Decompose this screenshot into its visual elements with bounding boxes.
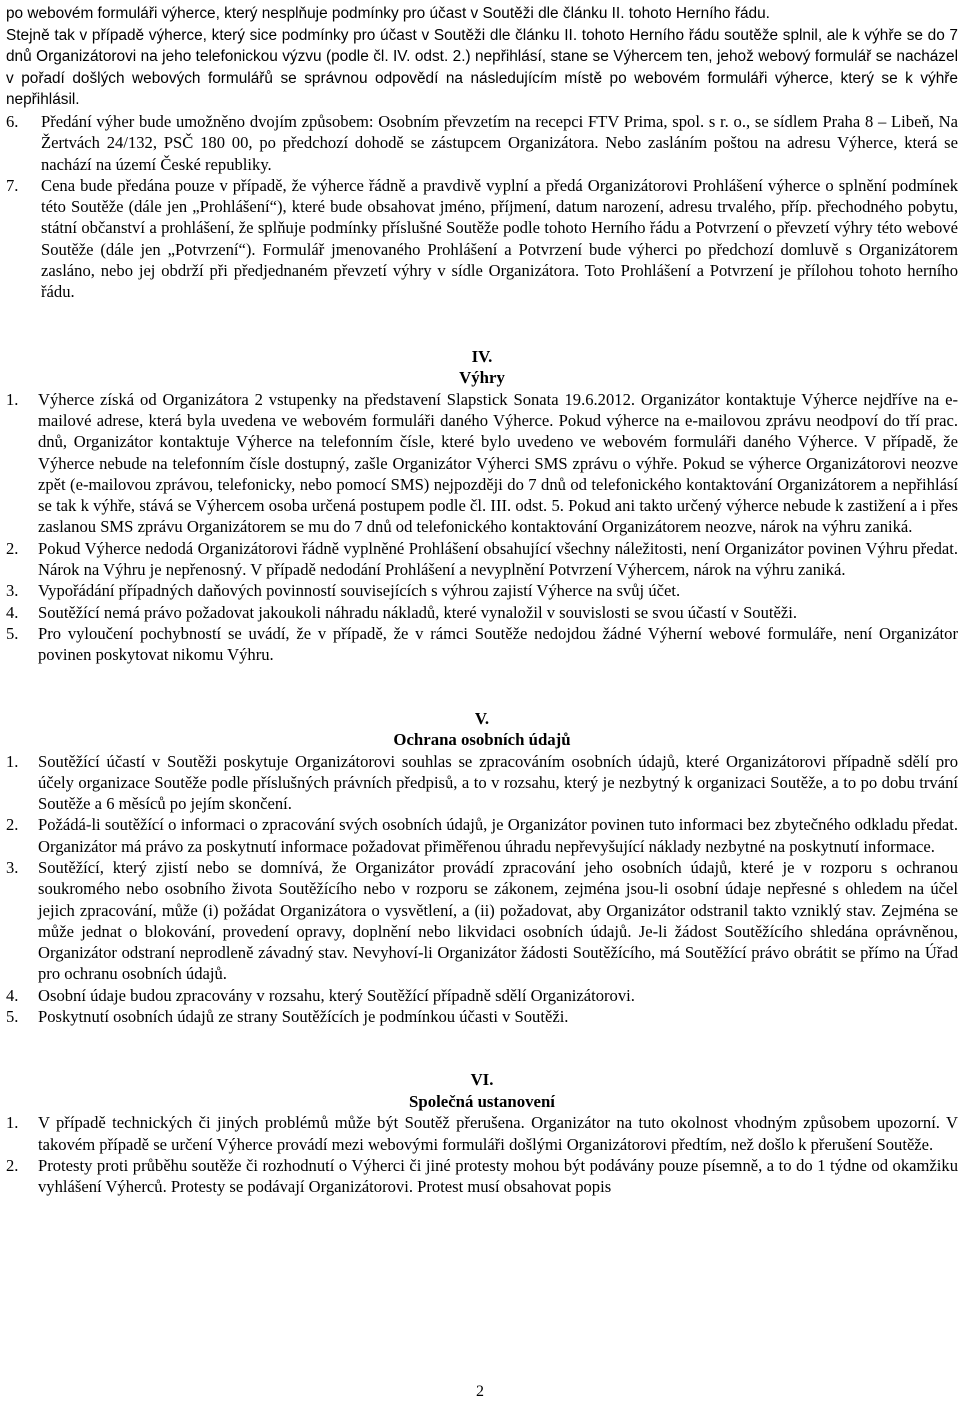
item-text: Pokud Výherce nedodá Organizátorovi řádně vyplněné Prohlášení obsahující všechny náležitosti, není Organizátor povinen Výhru předat. Nárok na Výhru je nepřenosný. V případě nedodání Prohlášení a nevyplnění Potvrzení Výhercem, nárok na výhru zaniká.: [38, 538, 958, 580]
item-number: 5.: [6, 623, 19, 643]
item-number: 2.: [6, 538, 19, 558]
section-number: IV.: [471, 346, 493, 366]
article-5-list: [6, 751, 958, 1028]
item-number: 7.: [6, 175, 19, 195]
page-number: 2: [476, 1383, 484, 1400]
item-text: Poskytnutí osobních údajů ze strany Soutěžících je podmínkou účasti v Soutěži.: [38, 1007, 569, 1027]
item-text: Výherce získá od Organizátora 2 vstupenky na představení Slapstick Sonata 19.6.2012. Organizátor kontaktuje Výherce nejdříve na e-mailové adrese, která byla uvedena ve webovém formuláři daného Výherce. Pokud výherce na e-mailovou zprávu neodpoví do tří prac. dnů, Organizátor kontaktuje Výherce na telefonním čísle, které bylo uvedeno ve webovém formuláři daného Výherce. V případě, že Výherce nebude na telefonním čísle dostupný, zašle Organizátor Výherci SMS zprávu o výhře. Pokud se výherce Organizátorovi neozve zpět (e-mailovou zprávou, telefonicky, nebo pomocí SMS) nejpozději do 7 dnů od telefonického kontaktování Organizátorem a nepřihlásí se tak k výhře, stává se Výhercem osoba určená postupem podle čl. III. odst. 5. Pokud ani takto určený výherce nebude k zastižení a i přes zaslanou SMS zprávu Organizátorem se mu do 7 dnů od telefonického kontaktování Organizátorem neozve, nárok na výhru zaniká.: [38, 389, 958, 537]
item-text: Cena bude předána pouze v případě, že výherce řádně a pravdivě vyplní a předá Organizátorovi Prohlášení výherce o splnění podmínek této Soutěže (dále jen „Prohlášení“), které bude obsahovat jméno, příjmení, datum narození, adresu trvalého, příp. přechodného pobytu, státní občanství a prohlášení, že splňuje podmínky příslušné Soutěže podle tohoto Herního řádu a Potvrzení o převzetí výhry této webové Soutěže (dále jen „Potvrzení“). Formulář jmenovaného Prohlášení a Potvrzení bude výherci po předchozí domluvě s Organizátorem zasláno, nebo jej obdrží při předjednaném převzetí výhry v sídle Organizátora. Toto Prohlášení a Potvrzení je přílohou tohoto herního řádu.: [41, 175, 958, 302]
item-number: 2.: [6, 815, 19, 835]
section-heading-vi: [6, 1069, 958, 1112]
list-item: [6, 175, 958, 303]
item-number: 2.: [6, 1155, 19, 1175]
item-number: 3.: [6, 857, 19, 877]
list-item: [6, 602, 958, 623]
item-text: Osobní údaje budou zpracovány v rozsahu, který Soutěžící případně sdělí Organizátorovi.: [38, 985, 635, 1005]
list-item: [6, 1112, 958, 1155]
list-item: [6, 389, 958, 538]
item-text: Vypořádání případných daňových povinností souvisejících s výhrou zajistí Výherce na svůj účet.: [38, 581, 681, 601]
section-title: Výhry: [459, 368, 505, 388]
intro-paragraph: Stejně tak v případě výherce, který sice podmínky pro účast v Soutěži dle článku II. tohoto Herního řádu soutěže splnil, ale k výhře se do 7 dnů Organizátorovi na jeho telefonickou výzvu (podle čl. IV. odst. 2.) nepřihlásí, stane se Výhercem ten, jehož webový formulář se nacházel v pořadí došlých webových formulářů se správnou odpovědí na následujícím místě po webovém formuláři výherce, který se k výhře nepřihlásil.: [6, 26, 958, 109]
list-item: [6, 857, 958, 985]
item-text: Soutěžící, který zjistí nebo se domnívá, že Organizátor provádí zpracování jeho osobních údajů, které je v rozporu s ochranou soukromého nebo osobního života Soutěžícího nebo v rozporu se zákonem, zejména jsou-li osobní údaje nepřesné s ohledem na účel jejich zpracování, může (i) požádat Organizátora o vysvětlení, a (ii) požadovat, aby Organizátor odstranil takto vzniklý stav. Zejména se může jednat o blokování, provedení opravy, doplnění nebo likvidaci osobních údajů. Je-li žádost Soutěžícího shledána oprávněnou, Organizátor odstraní neprodleně závadný stav. Nevyhoví-li Organizátor žádosti Soutěžícího, má Soutěžící právo obrátit se přímo na Úřad pro ochranu osobních údajů.: [38, 857, 958, 984]
article-3-continuation: [6, 111, 958, 303]
list-item: [6, 580, 958, 601]
section-heading-iv: [6, 346, 958, 389]
section-number: V.: [474, 708, 490, 728]
list-item: [6, 538, 958, 581]
section-number: VI.: [470, 1070, 494, 1090]
article-4-list: [6, 389, 958, 666]
article-6-list: [6, 1112, 958, 1197]
section-heading-v: [6, 708, 958, 751]
item-text: Pro vyloučení pochybností se uvádí, že v případě, že v rámci Soutěže nedojdou žádné Výherní webové formuláře, není Organizátor povinen poskytovat nikomu Výhru.: [38, 623, 958, 665]
list-item: [6, 1006, 958, 1027]
item-text: Požádá-li soutěžící o informaci o zpracování svých osobních údajů, je Organizátor povinen tuto informaci bez zbytečného odkladu předat. Organizátor má právo za poskytnutí informace požadovat přiměřenou úhradu nepřevyšující náklady nezbytné na poskytnutí informace.: [38, 815, 958, 856]
intro-block: [6, 3, 958, 111]
list-item: [6, 985, 958, 1006]
intro-line: po webovém formuláři výherce, který nesplňuje podmínky pro účast v Soutěži dle článku II. tohoto Herního řádu.: [6, 5, 770, 22]
item-number: 3.: [6, 581, 19, 601]
item-number: 1.: [6, 1113, 19, 1133]
section-title: Ochrana osobních údajů: [393, 730, 571, 749]
list-item: [6, 751, 958, 815]
list-item: [6, 623, 958, 666]
section-gap: [6, 1027, 958, 1069]
section-title: Společná ustanovení: [409, 1091, 555, 1111]
section-gap: [6, 303, 958, 346]
item-text: Protesty proti průběhu soutěže či rozhodnutí o Výherci či jiné protesty mohou být podávány pouze písemně, a to do 1 týdne od okamžiku vyhlášení Výherců. Protesty se podávají Organizátorovi. Protest musí obsahovat popis: [38, 1155, 958, 1197]
list-item: [6, 111, 958, 175]
section-gap: [6, 666, 958, 708]
item-number: 5.: [6, 1007, 19, 1027]
item-number: 1.: [6, 751, 19, 771]
item-number: 4.: [6, 985, 19, 1005]
item-text: Předání výher bude umožněno dvojím způsobem: Osobním převzetím na recepci FTV Prima, spol. s r. o., se sídlem Praha 8 – Libeň, Na Žertvách 24/132, PSČ 180 00, po předchozí dohodě se zástupcem Organizátora. Nebo zasláním poštou na adresu Výherce, která se nachází na území České republiky.: [41, 111, 958, 174]
list-item: [6, 1155, 958, 1198]
item-number: 1.: [6, 389, 19, 409]
item-number: 6.: [6, 111, 19, 131]
item-text: Soutěžící nemá právo požadovat jakoukoli náhradu nákladů, které vynaložil v souvislosti se svou účastí v Soutěži.: [38, 602, 797, 622]
list-item: [6, 814, 958, 857]
item-text: V případě technických či jiných problémů může být Soutěž přerušena. Organizátor na tuto okolnost vhodným způsobem upozorní. V takovém případě se určení Výherce provádí mezi webovými formuláři došlými Organizátorovi předtím, než došlo k přerušení Soutěže.: [38, 1113, 958, 1154]
item-text: Soutěžící účastí v Soutěži poskytuje Organizátorovi souhlas se zpracováním osobních údajů, které Organizátorovi případně sdělí pro účely organizace Soutěže podle příslušných právních předpisů, a to v rozsahu, který je nezbytný k organizaci Soutěže, a to po dobu trvání Soutěže a 6 měsíců po jejím skončení.: [38, 751, 958, 814]
item-number: 4.: [6, 602, 19, 622]
document-page: [6, 3, 958, 1198]
